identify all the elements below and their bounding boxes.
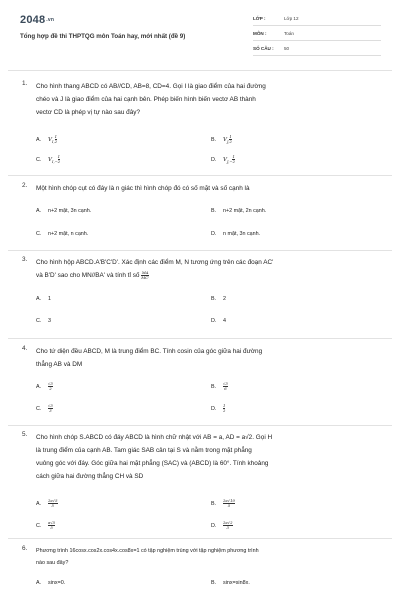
option-b[interactable] <box>211 135 232 144</box>
option-text: n+2 mặt, 3n cạnh. <box>48 208 92 214</box>
option-subscript: I, <box>52 140 55 144</box>
option-text: sinx=0. <box>48 580 66 586</box>
fraction-denominator: 3 <box>49 408 52 413</box>
option-label: A. <box>36 580 42 586</box>
fraction-numerator: 1 <box>57 154 61 159</box>
option-a[interactable] <box>36 208 91 214</box>
question-4 <box>22 345 374 413</box>
option-text: n mặt, 3n cạnh. <box>223 231 261 237</box>
meta-class-row <box>253 14 381 26</box>
option-fraction <box>55 135 57 144</box>
option-subscript: J,− <box>227 160 233 164</box>
question-5 <box>22 431 374 530</box>
option-label: D. <box>211 318 217 324</box>
option-label: A. <box>36 500 42 507</box>
option-label: B. <box>211 208 217 214</box>
meta-count-value: 50 <box>284 46 290 51</box>
option-text: 3 <box>48 318 51 324</box>
option-subscript: J, <box>227 140 230 144</box>
question-number: 2. <box>22 182 28 189</box>
question-number: 3. <box>22 256 28 263</box>
fraction-denominator: 5 <box>223 503 235 508</box>
fraction-denominator: 3 <box>223 525 233 530</box>
fraction-numerator: √3 <box>48 403 53 408</box>
option-d[interactable] <box>211 155 235 164</box>
option-label: A. <box>36 296 42 302</box>
question-line: Phương trình 16cosx.cos2x.cos4x.cos8x=1 có tập nghiệm trùng với tập nghiệm phương trình <box>36 548 259 554</box>
meta-class-value: Lớp 12 <box>284 16 299 21</box>
option-a[interactable] <box>36 135 57 144</box>
option-label: C. <box>36 405 42 412</box>
option-fraction <box>48 499 58 508</box>
option-b[interactable] <box>211 382 228 391</box>
option-fraction <box>48 521 55 530</box>
option-label: B. <box>211 296 217 302</box>
question-text <box>36 182 374 195</box>
logo-text: 2048 <box>20 14 46 26</box>
question-number: 1. <box>22 80 28 87</box>
option-c[interactable] <box>36 318 51 324</box>
option-label: C. <box>36 318 42 324</box>
question-text <box>36 80 374 119</box>
question-divider <box>8 425 392 426</box>
option-symbol: V <box>48 136 53 143</box>
question-line-with-ratio <box>36 269 374 282</box>
option-c[interactable] <box>36 231 88 237</box>
option-a[interactable] <box>36 296 51 302</box>
header-divider <box>8 70 392 71</box>
fraction-denominator: 2 <box>54 139 58 144</box>
option-label: B. <box>211 580 217 586</box>
option-b[interactable] <box>211 208 266 214</box>
fraction-denominator: 5 <box>48 503 58 508</box>
question-line: và B'D' sao cho MN//BA' và tính tỉ số <box>36 272 140 279</box>
option-fraction <box>48 382 53 391</box>
option-label: D. <box>211 156 217 163</box>
fraction-numerator: 1 <box>232 154 235 159</box>
option-b[interactable] <box>211 296 226 302</box>
option-d[interactable] <box>211 318 226 324</box>
fraction-numerator: MA <box>141 269 149 275</box>
fraction-denominator: 2 <box>229 139 232 144</box>
question-line: vectơ CD là phép vị tự nào sau đây? <box>36 109 141 116</box>
fraction-denominator: 2 <box>57 159 61 164</box>
option-text: n+2 mặt, 2n cạnh. <box>223 208 267 214</box>
option-label: D. <box>211 522 217 529</box>
meta-subject-key: MÔN : <box>253 31 267 36</box>
option-fraction <box>223 499 235 508</box>
option-text: sinx=sin8x. <box>223 580 250 586</box>
question-divider <box>8 250 392 251</box>
option-c[interactable] <box>36 155 60 164</box>
fraction-denominator: MC' <box>141 274 150 280</box>
option-a[interactable] <box>36 499 58 508</box>
meta-subject-row <box>253 29 381 41</box>
option-d[interactable] <box>211 404 225 413</box>
fraction-numerator: 1 <box>54 134 58 139</box>
option-a[interactable] <box>36 382 53 391</box>
option-label: B. <box>211 383 217 390</box>
option-fraction <box>232 155 234 164</box>
question-1 <box>22 80 374 164</box>
meta-subject-value: Toán <box>284 31 294 36</box>
question-line: Một hình chóp cụt có đáy là n giác thì hình chóp đó có số mặt và số cạnh là <box>36 185 250 192</box>
option-label: A. <box>36 208 42 214</box>
question-line: Cho hình thang ABCD có AB//CD, AB=8, CD=4. Gọi I là giao điểm của hai đường <box>36 83 266 90</box>
question-line: thẳng AB và DM <box>36 361 83 368</box>
option-text: 4 <box>223 318 226 324</box>
fraction-denominator: 2 <box>232 159 235 164</box>
option-label: A. <box>36 383 42 390</box>
page-title: Tổng hợp đề thi THPTQG môn Toán hay, mới nhất (đề 9) <box>20 33 186 40</box>
option-symbol: V <box>223 136 228 143</box>
fraction-numerator: 1 <box>223 403 226 408</box>
option-label: A. <box>36 136 42 143</box>
fraction-numerator: √3 <box>48 381 53 386</box>
option-fraction <box>223 521 233 530</box>
question-text <box>36 431 374 483</box>
option-b[interactable] <box>211 499 235 508</box>
meta-class-key: LỚP : <box>253 16 266 21</box>
option-c[interactable] <box>36 404 53 413</box>
fraction-numerator: 2a√10 <box>223 498 235 503</box>
fraction-numerator: a√5 <box>48 520 56 525</box>
question-line: vuông góc với đáy. Góc giữa hai mặt phẳng (SAC) và (ABCD) là 60°. Tính khoảng <box>36 460 269 467</box>
fraction-numerator: √3 <box>223 381 228 386</box>
page-header <box>0 0 400 70</box>
option-fraction <box>223 404 225 413</box>
option-label: B. <box>211 136 217 143</box>
fraction-denominator: 6 <box>224 386 227 391</box>
question-number: 4. <box>22 345 28 352</box>
fraction-denominator: 5 <box>48 525 55 530</box>
fraction-numerator: 2a√5 <box>48 498 58 503</box>
logo-suffix: .vn <box>46 17 55 24</box>
meta-count-row <box>253 44 381 56</box>
fraction-denominator: 2 <box>223 408 226 413</box>
option-c[interactable] <box>36 521 55 530</box>
option-label: D. <box>211 231 217 237</box>
option-fraction <box>223 382 228 391</box>
question-line: cách giữa hai đường thẳng CH và SD <box>36 473 144 480</box>
option-label: C. <box>36 231 42 237</box>
option-label: B. <box>211 500 217 507</box>
option-label: C. <box>36 522 42 529</box>
question-2 <box>22 182 374 237</box>
question-3 <box>22 256 374 324</box>
option-fraction <box>48 404 53 413</box>
question-line: chéo và J là giao điểm của hai cạnh bên. Phép biến hình biến vectơ AB thành <box>36 96 256 103</box>
question-text <box>36 256 374 282</box>
question-text <box>36 345 374 371</box>
option-d[interactable] <box>211 521 233 530</box>
question-divider <box>8 338 392 339</box>
option-symbol: V <box>223 156 228 163</box>
option-label: C. <box>36 156 42 163</box>
question-line: nào sau đây? <box>36 560 69 566</box>
option-subscript: I,− <box>52 160 58 164</box>
option-text: 1 <box>48 296 51 302</box>
question-divider <box>8 175 392 176</box>
fraction-denominator: 2 <box>49 386 52 391</box>
option-text: n+2 mặt, n cạnh. <box>48 231 89 237</box>
option-label: D. <box>211 405 217 412</box>
option-d[interactable] <box>211 231 260 237</box>
meta-count-key: SỐ CÂU : <box>253 46 274 51</box>
question-line: Cho tứ diện đều ABCD, M là trung điểm BC. Tính cosin của góc giữa hai đường <box>36 348 263 355</box>
ratio-fraction <box>141 271 149 280</box>
option-fraction <box>58 155 60 164</box>
option-text: 2 <box>223 296 226 302</box>
option-b[interactable] <box>211 580 250 586</box>
question-line: là trung điểm của cạnh AB. Tam giác SAB cân tại S và nằm trong mặt phẳng <box>36 447 252 454</box>
question-6 <box>22 545 374 586</box>
question-number: 5. <box>22 431 28 438</box>
option-symbol: V <box>48 156 53 163</box>
site-logo[interactable] <box>20 14 54 26</box>
option-a[interactable] <box>36 580 65 586</box>
question-text <box>36 545 374 569</box>
question-line: Cho hình chóp S.ABCD có đáy ABCD là hình chữ nhật với AB = a, AD = a√2. Gọi H <box>36 434 273 441</box>
question-divider <box>8 538 392 539</box>
question-line: Cho hình hộp ABCD.A'B'C'D'. Xác định các điểm M, N tương ứng trên các đoạn AC' <box>36 259 274 266</box>
question-number: 6. <box>22 545 28 552</box>
fraction-numerator: 2a√2 <box>223 520 233 525</box>
option-fraction <box>229 135 231 144</box>
fraction-numerator: 1 <box>229 134 232 139</box>
